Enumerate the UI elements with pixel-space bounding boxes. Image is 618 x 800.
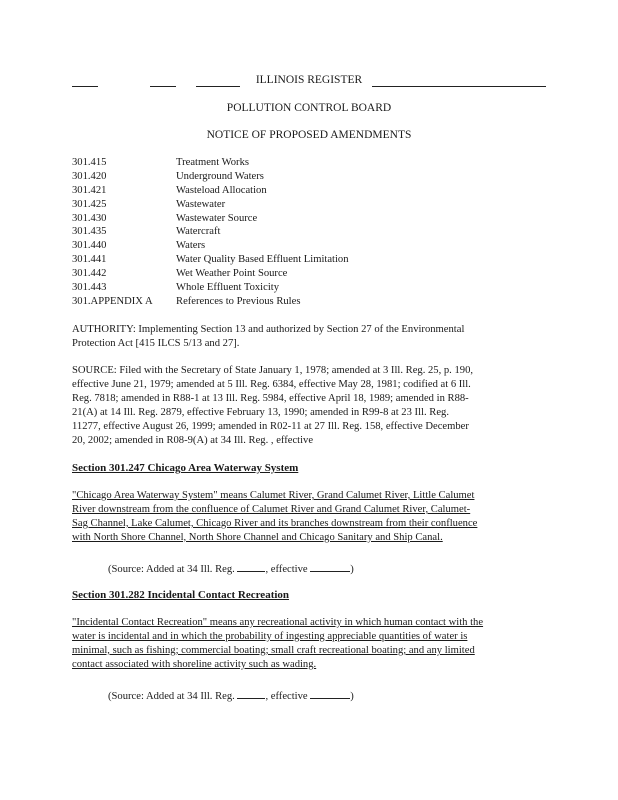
definition-line: with North Shore Channel, North Shore Channel and Chicago Sanitary and Ship Canal. xyxy=(72,531,443,543)
section-number: 301.APPENDIX A xyxy=(72,295,153,307)
source-note-text: (Source: Added at 34 Ill. Reg. xyxy=(108,691,235,702)
authority-line: Protection Act [415 ILCS 5/13 and 27]. xyxy=(72,337,240,349)
section-number: 301.430 xyxy=(72,212,107,224)
header-rule-left xyxy=(72,86,98,87)
board-title: POLLUTION CONTROL BOARD xyxy=(226,102,392,114)
section-title: Whole Effluent Toxicity xyxy=(176,282,280,294)
definition-line: water is incidental and in which the probability of ingesting appreciable quantities of water is xyxy=(72,630,468,642)
section-number: 301.420 xyxy=(72,170,107,182)
section-number: 301.425 xyxy=(72,198,107,210)
blank-line xyxy=(310,561,350,572)
definition-line: Sag Channel, Lake Calumet, Chicago River and its branches downstream from their confluence xyxy=(72,517,478,529)
source-line: effective June 21, 1979; amended at 5 Ill. Reg. 6384, effective May 28, 1981; codified at 6 Ill. xyxy=(72,378,471,390)
section-title: Treatment Works xyxy=(176,157,250,168)
header-rule-left-2 xyxy=(150,86,176,87)
section-title: Wastewater Source xyxy=(176,212,258,224)
source-note-text: ) xyxy=(350,564,354,575)
definition-line: minimal, such as fishing; commercial boating; small craft recreational boating; and any limited xyxy=(72,644,475,656)
source-paragraph xyxy=(72,364,546,447)
section-title: Water Quality Based Effluent Limitation xyxy=(176,254,349,266)
definition-paragraph xyxy=(72,489,546,545)
section-number: 301.421 xyxy=(72,184,107,196)
authority-paragraph xyxy=(72,323,546,351)
blank-line xyxy=(310,688,350,699)
register-title: ILLINOIS REGISTER xyxy=(255,74,363,86)
blank-line xyxy=(237,561,265,572)
section-title: Watercraft xyxy=(176,226,221,238)
source-note xyxy=(108,561,354,575)
section-number: 301.435 xyxy=(72,226,107,238)
notice-title: NOTICE OF PROPOSED AMENDMENTS xyxy=(206,129,412,141)
definition-line: River downstream from the confluence of Calumet River and Grand Calumet River, Calumet- xyxy=(72,503,471,515)
blank-line xyxy=(237,688,265,699)
source-line: SOURCE: Filed with the Secretary of State January 1, 1978; amended at 3 Ill. Reg. 25, p. 190, xyxy=(72,365,474,376)
source-line: 11277, effective August 26, 1999; amended in R02-11 at 27 Ill. Reg. 158, effective December xyxy=(72,420,469,432)
section-number: 301.440 xyxy=(72,240,107,252)
section-heading: Section 301.282 Incidental Contact Recreation xyxy=(72,589,290,601)
source-line: 20, 2002; amended in R08-9(A) at 34 Ill. Reg. , effective xyxy=(72,434,314,446)
section-title: Wastewater xyxy=(176,198,226,210)
section-number: 301.415 xyxy=(72,157,107,168)
section-heading: Section 301.247 Chicago Area Waterway System xyxy=(72,462,299,474)
header-rule-left-3 xyxy=(196,86,240,87)
definition-line: contact associated with shoreline activity such as wading. xyxy=(72,658,317,670)
section-number: 301.442 xyxy=(72,268,107,280)
section-number: 301.443 xyxy=(72,282,107,294)
header-rule-right xyxy=(372,86,546,87)
section-title: Underground Waters xyxy=(176,170,264,182)
authority-line: AUTHORITY: Implementing Section 13 and authorized by Section 27 of the Environmental xyxy=(72,324,465,335)
section-title: Wasteload Allocation xyxy=(176,184,267,196)
definition-paragraph xyxy=(72,616,546,672)
definition-line: "Incidental Contact Recreation" means any recreational activity in which human contact with the xyxy=(72,617,484,628)
source-note-text: , effective xyxy=(265,564,308,575)
source-line: 21(A) at 14 Ill. Reg. 2879, effective February 13, 1990; amended in R99-8 at 23 Ill. Reg. xyxy=(72,406,449,418)
source-note-text: , effective xyxy=(265,691,308,702)
section-number: 301.441 xyxy=(72,254,107,266)
section-title: References to Previous Rules xyxy=(176,295,301,307)
source-line: Reg. 7818; amended in R88-1 at 13 Ill. Reg. 5984, effective April 18, 1989; amended in R88- xyxy=(72,392,469,404)
source-note-text: ) xyxy=(350,691,354,702)
source-note-text: (Source: Added at 34 Ill. Reg. xyxy=(108,564,235,575)
section-title: Waters xyxy=(176,240,206,252)
source-note xyxy=(108,688,354,702)
definition-line: "Chicago Area Waterway System" means Calumet River, Grand Calumet River, Little Calumet xyxy=(72,490,475,501)
section-title: Wet Weather Point Source xyxy=(176,268,288,280)
